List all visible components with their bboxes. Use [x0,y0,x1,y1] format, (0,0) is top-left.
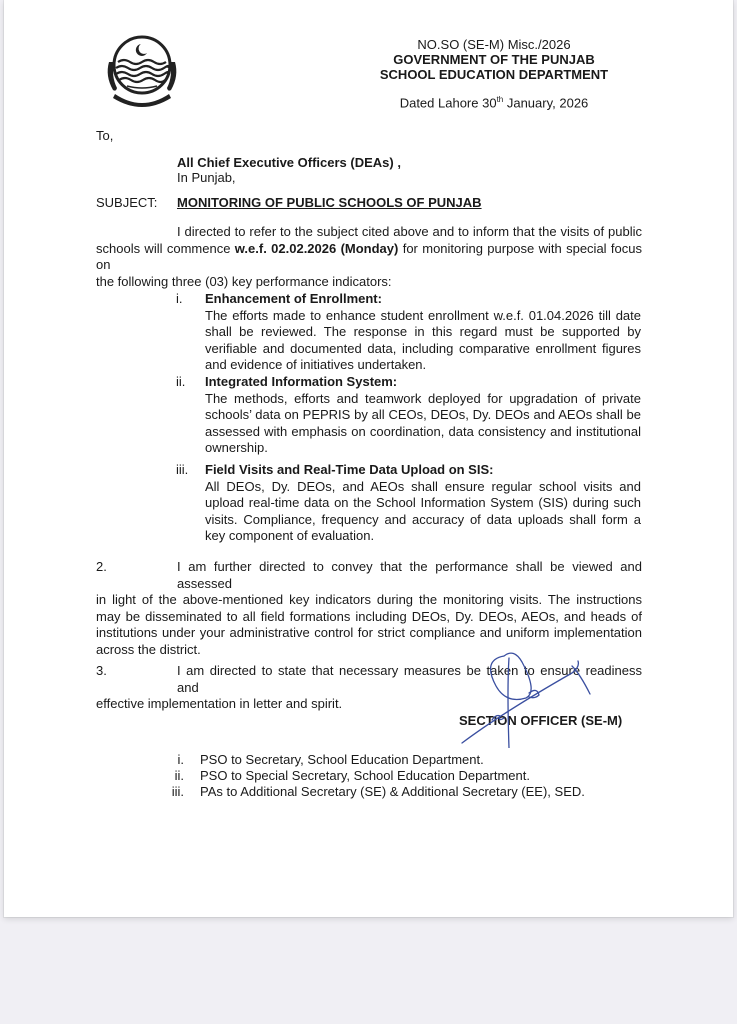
document-page [4,0,733,917]
signatory-designation: SECTION OFFICER (SE-M) [459,713,623,728]
handwritten-signature-icon [454,648,614,748]
indicator-2-body: The methods, efforts and teamwork deployed for upgradation of private schools’ data on PEPRIS by all CEOs, DEOs, Dy. DEOs and AEOs shall be assessed with emphasis on coordination, data consistency and institutional ownership. [205,390,641,455]
paragraph-3-first-line: I am directed to state that necessary measures be taken to ensure readiness and [177,663,642,695]
copy-1-number: i. [177,752,184,767]
paragraph-2-body: in light of the above-mentioned key indicators during the monitoring visits. The instructions may be disseminated to all field formations including DEOs, Dy. DEOs, AEOs, and heads of institutions under your administrative control for strict compliance and uniform implementation across the district. [96,592,642,657]
department-title: SCHOOL EDUCATION DEPARTMENT [379,67,609,82]
indicator-1-number: i. [176,291,183,306]
date-suffix: January, 2026 [503,95,589,111]
intro-line-1: I directed to refer to the subject cited above and to inform that the visits of public [177,224,642,239]
date-prefix: Dated Lahore 30 [399,95,497,111]
indicator-1-title: Enhancement of Enrollment: [205,291,382,306]
copy-3: PAs to Additional Secretary (SE) & Additional Secretary (EE), SED. [200,784,585,799]
copy-2-number: ii. [174,768,184,783]
intro-line-2-end: for monitoring purpose with special focus on [96,240,642,272]
paragraph-2 [96,559,642,658]
commencement-date: w.e.f. 02.02.2026 (Monday) [234,240,399,256]
indicator-3-number: iii. [176,462,189,477]
dated-line [364,95,624,110]
indicator-3-title: Field Visits and Real-Time Data Upload on SIS: [205,462,494,477]
date-superscript: th [496,95,504,104]
intro-line-2-start: schools will commence [96,240,235,256]
subject-label: SUBJECT: [96,195,158,210]
paragraph-2-first-line: I am further directed to convey that the performance shall be viewed and assessed [177,559,642,591]
to-label: To, [96,128,114,143]
copy-1: PSO to Secretary, School Education Department. [200,752,484,767]
indicator-2-title: Integrated Information System: [205,374,398,389]
indicator-3 [205,462,641,545]
copy-3-number: iii. [171,784,184,799]
punjab-emblem-icon [101,32,183,110]
recipient: All Chief Executive Officers (DEAs) , [177,155,401,170]
intro-line-3: the following three (03) key performance indicators: [96,273,392,289]
indicator-2-number: ii. [176,374,186,389]
indicator-1 [205,291,641,374]
paragraph-3-number: 3. [96,663,107,678]
reference-number: NO.SO (SE-M) Misc./2026 [417,37,571,52]
indicator-2 [205,374,641,457]
copy-2: PSO to Special Secretary, School Education Department. [200,768,530,783]
government-title: GOVERNMENT OF THE PUNJAB [393,52,595,67]
recipient-location: In Punjab, [177,170,236,185]
indicator-1-body: The efforts made to enhance student enrollment w.e.f. 01.04.2026 till date shall be reviewed. The response in this regard must be supported by verifiable and documented data, including comparative enrollment figures and evidence of initiatives undertaken. [205,307,641,372]
intro-paragraph [96,224,642,290]
subject-text: MONITORING OF PUBLIC SCHOOLS OF PUNJAB [177,195,482,210]
intro-line-2 [96,241,642,274]
indicator-3-body: All DEOs, Dy. DEOs, and AEOs shall ensure regular school visits and upload real-time data on the School Information System (SIS) during such visits. Compliance, frequency and accuracy of data uploads shall form a key component of evaluation. [205,478,641,543]
paragraph-2-number: 2. [96,559,107,574]
paragraph-3-body: effective implementation in letter and spirit. [96,696,343,711]
